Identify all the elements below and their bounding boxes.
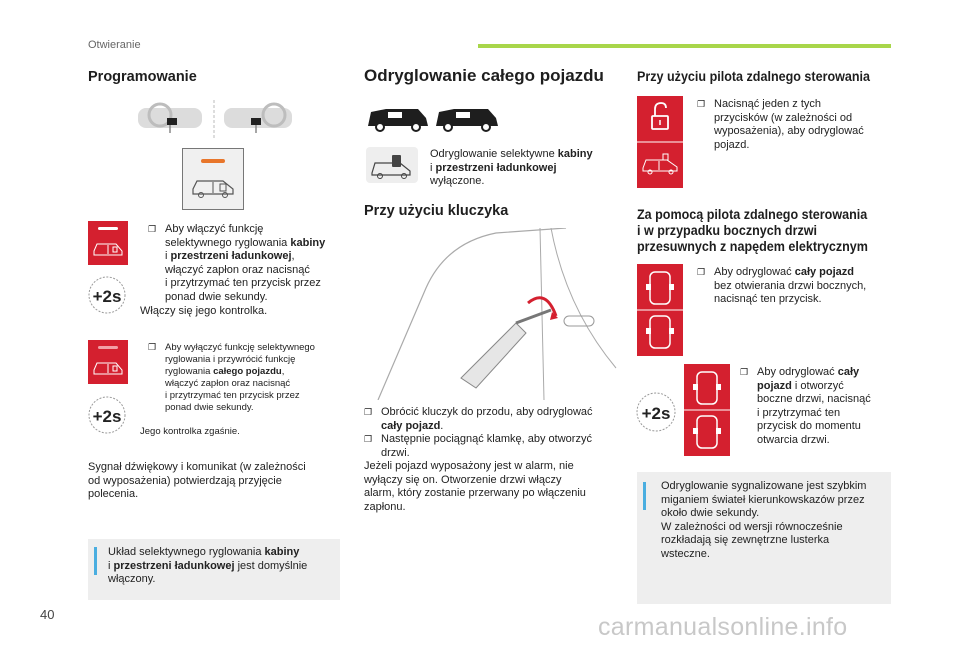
disable-indicator-text: Jego kontrolka zgaśnie. [140, 426, 240, 437]
svg-text:+2s: +2s [641, 404, 671, 423]
van-icons [366, 104, 502, 132]
key-instructions: ❐ Obrócić kluczyk do przodu, aby odryglować cały pojazd. ❐ Następnie pociągnąć klamkę, aby otworzyć drzwi. Jeżeli pojazd wyposażony jest w alarm, nie wyłączy się on. Otworzenie drzwi włączy alarm, który zostanie przerwany po włączeniu zapłonu. [364, 406, 593, 513]
disable-selective-text: ❐ Aby wyłączyć funkcję selektywnego ryglowania i przywrócić funkcję ryglowania całego pojazdu, włączyć zapłon oraz nacisnąć i przytrzymać ten przycisk przez ponad dwie sekundy. [148, 342, 315, 413]
hold-2s-icon [86, 274, 128, 316]
selective-lock-button-illustration [182, 148, 244, 210]
confirmation-paragraph: Sygnał dźwiękowy i komunikat (w zależności od wyposażenia) potwierdzają przyjęcie polecenia. [88, 461, 306, 500]
red-button-active-icon [88, 221, 128, 265]
enable-selective-text: ❐ Aby włączyć funkcję selektywnego ryglowania kabiny i przestrzeni ładunkowej, włączyć zapłon oraz nacisnąć i przytrzymać ten przycisk przez ponad dwie sekundy. [148, 223, 326, 303]
remote-unlock-doors-buttons-icon [637, 264, 683, 356]
title-odryglowanie: Odryglowanie całego pojazdu [364, 66, 604, 85]
svg-text:+2s: +2s [92, 287, 122, 306]
doors-instruction-2: ❐ Aby odryglować cały pojazd i otworzyć boczne drzwi, nacisnąć i przytrzymać ten przycisk do momentu otwarcia drzwi. [740, 366, 871, 446]
key-in-door-illustration [366, 228, 618, 400]
remote-open-doors-buttons-icon [684, 364, 730, 456]
title-programowanie: Programowanie [88, 69, 197, 85]
title-sliding-doors: Za pomocą pilota zdalnego sterowania i w przypadku bocznych drzwi przesuwnych z napędem elektrycznym [637, 207, 868, 254]
title-pilot: Przy użyciu pilota zdalnego sterowania [637, 69, 871, 84]
info-box-signal: Odryglowanie sygnalizowane jest szybkim miganiem świateł kierunkowskazów przez około dwie sekundy. W zależności od wersji równocześnie rozkładają się zewnętrzne lusterka wsteczne. [637, 472, 891, 604]
remote-unlock-buttons-icon [637, 96, 683, 188]
enable-indicator-text: Włączy się jego kontrolka. [140, 305, 268, 317]
remote-instruction: ❐ Nacisnąć jeden z tych przycisków (w zależności od wyposażenia), aby odryglować pojazd. [697, 98, 864, 151]
title-przy-uzyciu-kluczyka: Przy użyciu kluczyka [364, 203, 509, 219]
info-box-default: Układ selektywnego ryglowania kabiny i przestrzeni ładunkowej jest domyślnie włączony. [88, 539, 340, 600]
doors-instruction-1: ❐ Aby odryglować cały pojazd bez otwierania drzwi bocznych, nacisnąć ten przycisk. [697, 266, 867, 305]
red-button-inactive-icon [88, 340, 128, 384]
watermark: carmanualsonline.info [598, 613, 848, 641]
dashboard-illustration [138, 100, 294, 138]
selective-off-text: Odryglowanie selektywne kabiny i przestrzeni ładunkowej wyłączone. [430, 148, 593, 187]
hold-2s-icon [86, 394, 128, 436]
selective-off-icon [366, 147, 418, 183]
hold-2s-icon [634, 390, 678, 434]
section-label: Otwieranie [88, 39, 141, 51]
page-number: 40 [40, 607, 55, 622]
svg-text:+2s: +2s [92, 407, 122, 426]
section-accent-bar [478, 44, 891, 48]
